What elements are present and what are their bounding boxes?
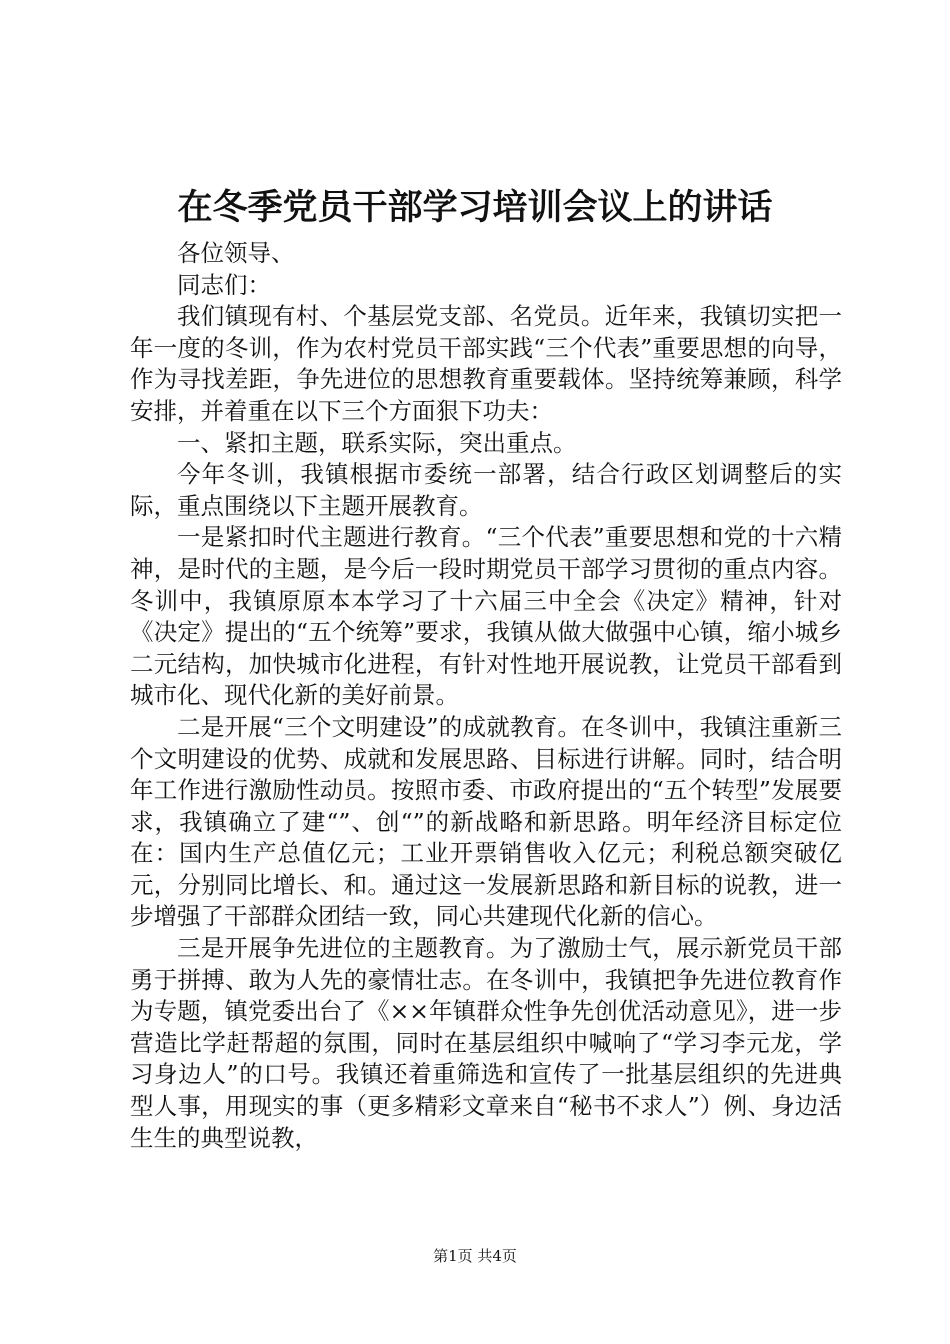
body-paragraph: 二是开展“三个文明建设”的成就教育。在冬训中，我镇注重新三个文明建设的优势、成就和发展思路、目标进行讲解。同时，结合明年工作进行激励性动员。按照市委、市政府提出的“五个转型”发展要求，我镇确立了建“”、创“”的新战略和新思路。明年经济目标定位在：国内生产总值亿元；工业开票销售收入亿元；利税总额突破亿元，分别同比增长、和。通过这一发展新思路和新目标的说教，进一步增强了干部群众团结一致，同心共建现代化新的信心。 xyxy=(130,712,842,931)
body-paragraph: 我们镇现有村、个基层党支部、名党员。近年来，我镇切实把一年一度的冬训，作为农村党员干部实践“三个代表”重要思想的向导，作为寻找差距，争先进位的思想教育重要载体。坚持统筹兼顾，科学安排，并着重在以下三个方面狠下功夫： xyxy=(130,302,842,425)
salutation-line: 同志们： xyxy=(177,270,271,299)
body-paragraph: 一是紧扣时代主题进行教育。“三个代表”重要思想和党的十六精神，是时代的主题，是今后一段时期党员干部学习贯彻的重点内容。冬训中，我镇原原本本学习了十六届三中全会《决定》精神，针对《决定》提出的“五个统筹”要求，我镇从做大做强中心镇，缩小城乡二元结构，加快城市化进程，有针对性地开展说教，让党员干部看到城市化、现代化新的美好前景。 xyxy=(130,523,842,710)
section-heading: 一、紧扣主题，联系实际，突出重点。 xyxy=(177,428,577,457)
body-paragraph: 今年冬训，我镇根据市委统一部署，结合行政区划调整后的实际，重点围绕以下主题开展教育。 xyxy=(130,460,842,520)
document-title: 在冬季党员干部学习培训会议上的讲话 xyxy=(177,187,773,228)
page-number-footer: 第1页 共4页 xyxy=(433,1247,517,1265)
document-body xyxy=(130,238,842,1154)
salutation-line: 各位领导、 xyxy=(177,239,295,267)
body-paragraph: 三是开展争先进位的主题教育。为了激励士气，展示新党员干部勇于拼搏、敢为人先的豪情壮志。在冬训中，我镇把争先进位教育作为专题，镇党委出台了《××年镇群众性争先创优活动意见》，进一步营造比学赶帮超的氛围，同时在基层组织中喊响了“学习李元龙，学习身边人”的口号。我镇还着重筛选和宣传了一批基层组织的先进典型人事，用现实的事（更多精彩文章来自“秘书不求人”）例、身边活生生的典型说教， xyxy=(130,934,842,1152)
